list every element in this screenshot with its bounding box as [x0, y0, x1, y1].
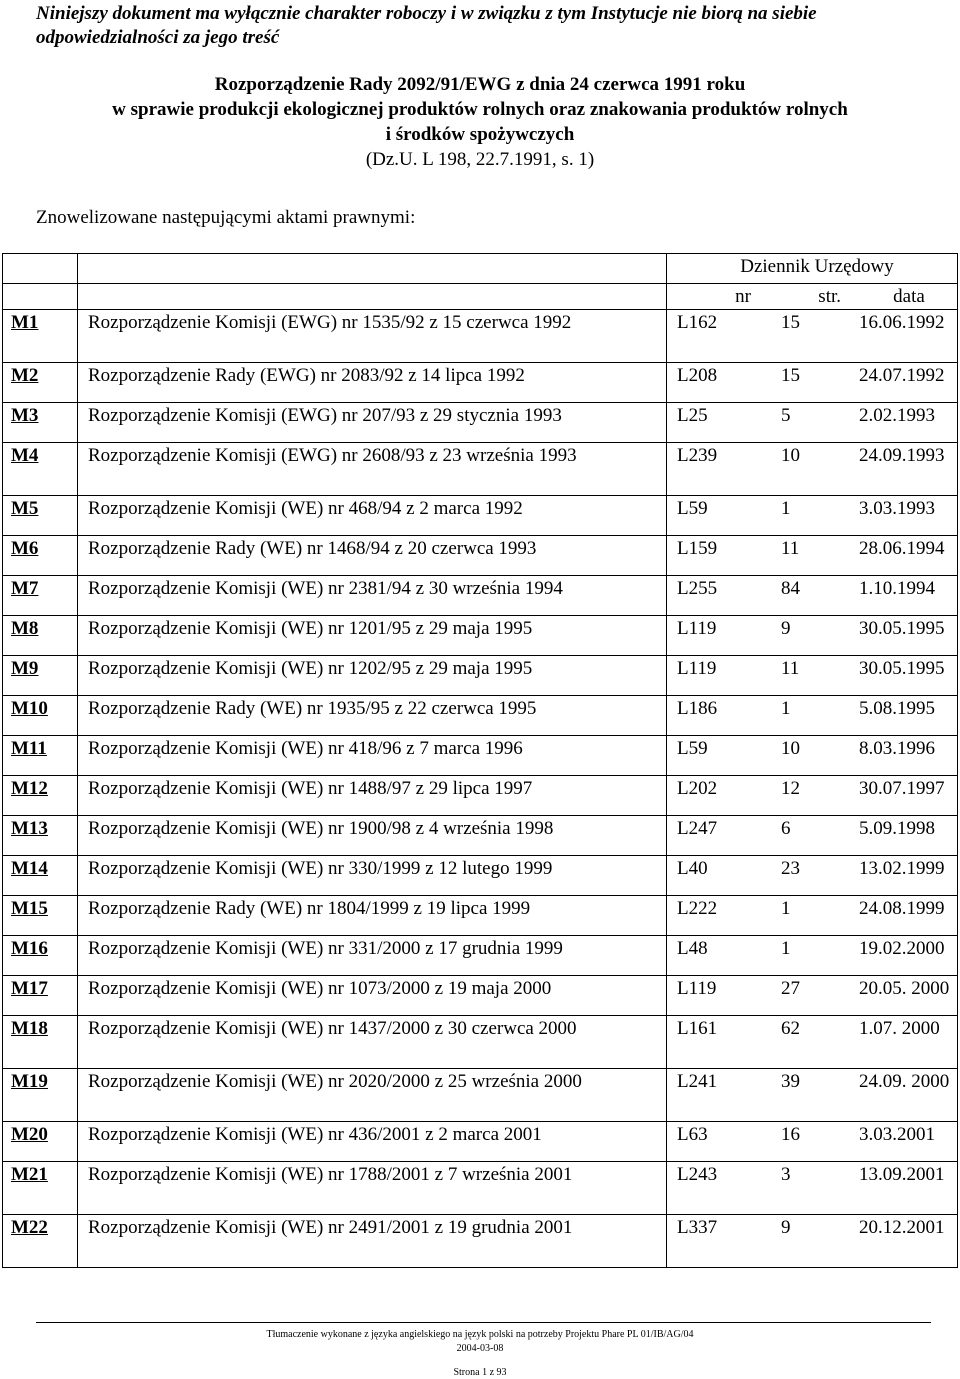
table-row — [3, 576, 958, 616]
journal-nr: L63 — [677, 1124, 708, 1145]
journal-page: 1 — [781, 498, 791, 519]
journal-nr: L159 — [677, 538, 718, 559]
amendment-description: Rozporządzenie Komisji (WE) nr 2491/2001 z 19 grudnia 2001 — [78, 1215, 667, 1268]
journal-nr: L59 — [677, 498, 708, 519]
amendment-description: Rozporządzenie Komisji (EWG) nr 1535/92 z 15 czerwca 1992 — [78, 310, 667, 363]
journal-page: 1 — [781, 698, 791, 719]
footer-translation: Tłumaczenie wykonane z języka angielskiego na język polski na potrzeby Projektu Phare PL 01/IB/AG/04 — [266, 1329, 694, 1340]
journal-nr: L255 — [677, 578, 718, 599]
title-line-1: Rozporządzenie Rady 2092/91/EWG z dnia 24 czerwca 1991 roku — [214, 74, 746, 95]
journal-date: 3.03.2001 — [859, 1124, 935, 1145]
amendment-description: Rozporządzenie Komisji (WE) nr 1900/98 z 4 września 1998 — [78, 816, 667, 856]
journal-nr: L186 — [677, 698, 718, 719]
journal-nr: L222 — [677, 898, 718, 919]
table-row — [3, 936, 958, 976]
disclaimer: Niniejszy dokument ma wyłącznie charakter roboczy i w związku z tym Instytucje nie biorą na siebie odpowiedzialności za jego treść — [36, 3, 817, 48]
journal-date: 20.05. 2000 — [859, 978, 950, 999]
table-row — [3, 1162, 958, 1215]
amendment-description: Rozporządzenie Komisji (WE) nr 468/94 z 2 marca 1992 — [78, 496, 667, 536]
journal-page: 3 — [781, 1164, 791, 1185]
journal-page: 15 — [781, 312, 800, 333]
journal-date: 24.09. 2000 — [859, 1071, 950, 1092]
journal-page: 10 — [781, 738, 800, 759]
journal-date: 24.07.1992 — [859, 365, 945, 386]
journal-date: 24.08.1999 — [859, 898, 945, 919]
journal-nr: L119 — [677, 618, 717, 639]
amendment-code: M11 — [11, 738, 47, 759]
table-row — [3, 736, 958, 776]
table-row — [3, 1215, 958, 1268]
col-str-header: str. — [818, 286, 841, 307]
amendment-description: Rozporządzenie Komisji (WE) nr 2381/94 z 30 września 1994 — [78, 576, 667, 616]
amendment-code: M16 — [11, 938, 48, 959]
journal-nr: L202 — [677, 778, 718, 799]
journal-page: 62 — [781, 1018, 800, 1039]
journal-date: 1.07. 2000 — [859, 1018, 940, 1039]
footer-divider — [36, 1322, 931, 1323]
table-row — [3, 443, 958, 496]
amendment-code: M15 — [11, 898, 48, 919]
table-row — [3, 696, 958, 736]
amendment-description: Rozporządzenie Komisji (EWG) nr 207/93 z 29 stycznia 1993 — [78, 403, 667, 443]
journal-page: 1 — [781, 898, 791, 919]
journal-page: 39 — [781, 1071, 800, 1092]
amendment-description: Rozporządzenie Komisji (WE) nr 1788/2001 z 7 września 2001 — [78, 1162, 667, 1215]
amendment-code: M18 — [11, 1018, 48, 1039]
journal-nr: L40 — [677, 858, 708, 879]
amendment-description: Rozporządzenie Komisji (WE) nr 2020/2000 z 25 września 2000 — [78, 1069, 667, 1122]
journal-date: 5.09.1998 — [859, 818, 935, 839]
journal-page: 27 — [781, 978, 800, 999]
amendment-code: M4 — [11, 445, 39, 466]
table-row — [3, 496, 958, 536]
journal-nr: L247 — [677, 818, 718, 839]
amendment-code: M9 — [11, 658, 39, 679]
amendment-code: M6 — [11, 538, 39, 559]
journal-nr: L119 — [677, 978, 717, 999]
amendment-description: Rozporządzenie Komisji (WE) nr 1437/2000 z 30 czerwca 2000 — [78, 1016, 667, 1069]
table-row — [3, 976, 958, 1016]
journal-nr: L337 — [677, 1217, 718, 1238]
col-data-header: data — [893, 286, 925, 307]
journal-date: 13.09.2001 — [859, 1164, 945, 1185]
journal-date: 28.06.1994 — [859, 538, 945, 559]
table-row — [3, 310, 958, 363]
table-row — [3, 856, 958, 896]
journal-date: 19.02.2000 — [859, 938, 945, 959]
journal-header: Dziennik Urzędowy — [667, 254, 958, 284]
table-row — [3, 1069, 958, 1122]
journal-page: 11 — [781, 658, 800, 679]
table-row — [3, 816, 958, 856]
journal-page: 9 — [781, 1217, 791, 1238]
amendments-table — [2, 253, 958, 1268]
amendment-code: M1 — [11, 312, 39, 333]
amendment-code: M13 — [11, 818, 48, 839]
journal-date: 30.07.1997 — [859, 778, 945, 799]
title-line-2: w sprawie produkcji ekologicznej produktów rolnych oraz znakowania produktów rolnych — [112, 99, 848, 120]
footer-page: Strona 1 z 93 — [453, 1367, 507, 1378]
table-row — [3, 656, 958, 696]
table-row — [3, 1016, 958, 1069]
journal-date: 8.03.1996 — [859, 738, 935, 759]
journal-page: 23 — [781, 858, 800, 879]
amended-by-label: Znowelizowane następującymi aktami prawnymi: — [36, 207, 416, 228]
journal-date: 20.12.2001 — [859, 1217, 945, 1238]
table-row — [3, 536, 958, 576]
amendment-description: Rozporządzenie Komisji (WE) nr 436/2001 z 2 marca 2001 — [78, 1122, 667, 1162]
journal-nr: L243 — [677, 1164, 718, 1185]
journal-nr: L25 — [677, 405, 708, 426]
journal-date: 16.06.1992 — [859, 312, 945, 333]
table-row — [3, 776, 958, 816]
journal-date: 13.02.1999 — [859, 858, 945, 879]
amendment-description: Rozporządzenie Komisji (WE) nr 418/96 z 7 marca 1996 — [78, 736, 667, 776]
journal-nr: L119 — [677, 658, 717, 679]
title-line-3: i środków spożywczych — [385, 124, 575, 145]
amendment-code: M7 — [11, 578, 39, 599]
table-header-row — [3, 254, 958, 284]
journal-date: 1.10.1994 — [859, 578, 935, 599]
amendment-description: Rozporządzenie Rady (WE) nr 1468/94 z 20 czerwca 1993 — [78, 536, 667, 576]
journal-nr: L239 — [677, 445, 718, 466]
journal-page: 12 — [781, 778, 800, 799]
amendment-code: M19 — [11, 1071, 48, 1092]
amendment-description: Rozporządzenie Komisji (WE) nr 1488/97 z 29 lipca 1997 — [78, 776, 667, 816]
title-reference: (Dz.U. L 198, 22.7.1991, s. 1) — [365, 149, 595, 170]
journal-date: 3.03.1993 — [859, 498, 935, 519]
journal-date: 2.02.1993 — [859, 405, 935, 426]
amendment-description: Rozporządzenie Komisji (WE) nr 330/1999 z 12 lutego 1999 — [78, 856, 667, 896]
journal-page: 84 — [781, 578, 800, 599]
amendment-description: Rozporządzenie Komisji (WE) nr 1202/95 z 29 maja 1995 — [78, 656, 667, 696]
journal-page: 6 — [781, 818, 791, 839]
journal-date: 30.05.1995 — [859, 618, 945, 639]
footer-date: 2004-03-08 — [456, 1343, 504, 1354]
journal-nr: L241 — [677, 1071, 718, 1092]
amendment-code: M20 — [11, 1124, 48, 1145]
amendment-code: M3 — [11, 405, 39, 426]
amendment-description: Rozporządzenie Rady (EWG) nr 2083/92 z 14 lipca 1992 — [78, 363, 667, 403]
amendment-code: M21 — [11, 1164, 48, 1185]
amendment-code: M17 — [11, 978, 48, 999]
amendment-code: M2 — [11, 365, 39, 386]
amendment-description: Rozporządzenie Rady (WE) nr 1804/1999 z 19 lipca 1999 — [78, 896, 667, 936]
journal-page: 9 — [781, 618, 791, 639]
journal-date: 5.08.1995 — [859, 698, 935, 719]
col-nr-header: nr — [735, 286, 751, 307]
amendment-code: M5 — [11, 498, 39, 519]
amendment-description: Rozporządzenie Komisji (EWG) nr 2608/93 z 23 września 1993 — [78, 443, 667, 496]
journal-nr: L48 — [677, 938, 708, 959]
amendment-description: Rozporządzenie Komisji (WE) nr 1201/95 z 29 maja 1995 — [78, 616, 667, 656]
journal-nr: L161 — [677, 1018, 718, 1039]
table-row — [3, 616, 958, 656]
table-row — [3, 403, 958, 443]
document-title — [0, 72, 960, 172]
journal-page: 11 — [781, 538, 800, 559]
amendment-code: M14 — [11, 858, 48, 879]
journal-page: 15 — [781, 365, 800, 386]
table-subheader-row — [3, 284, 958, 310]
amendment-description: Rozporządzenie Komisji (WE) nr 331/2000 z 17 grudnia 1999 — [78, 936, 667, 976]
journal-nr: L162 — [677, 312, 718, 333]
table-row — [3, 1122, 958, 1162]
amendment-code: M12 — [11, 778, 48, 799]
amendment-code: M8 — [11, 618, 39, 639]
amendment-description: Rozporządzenie Rady (WE) nr 1935/95 z 22 czerwca 1995 — [78, 696, 667, 736]
journal-page: 1 — [781, 938, 791, 959]
amendment-code: M22 — [11, 1217, 48, 1238]
journal-date: 24.09.1993 — [859, 445, 945, 466]
table-row — [3, 363, 958, 403]
journal-page: 10 — [781, 445, 800, 466]
amendment-code: M10 — [11, 698, 48, 719]
journal-page: 16 — [781, 1124, 800, 1145]
journal-nr: L208 — [677, 365, 718, 386]
table-row — [3, 896, 958, 936]
journal-page: 5 — [781, 405, 791, 426]
journal-nr: L59 — [677, 738, 708, 759]
amendment-description: Rozporządzenie Komisji (WE) nr 1073/2000 z 19 maja 2000 — [78, 976, 667, 1016]
journal-date: 30.05.1995 — [859, 658, 945, 679]
